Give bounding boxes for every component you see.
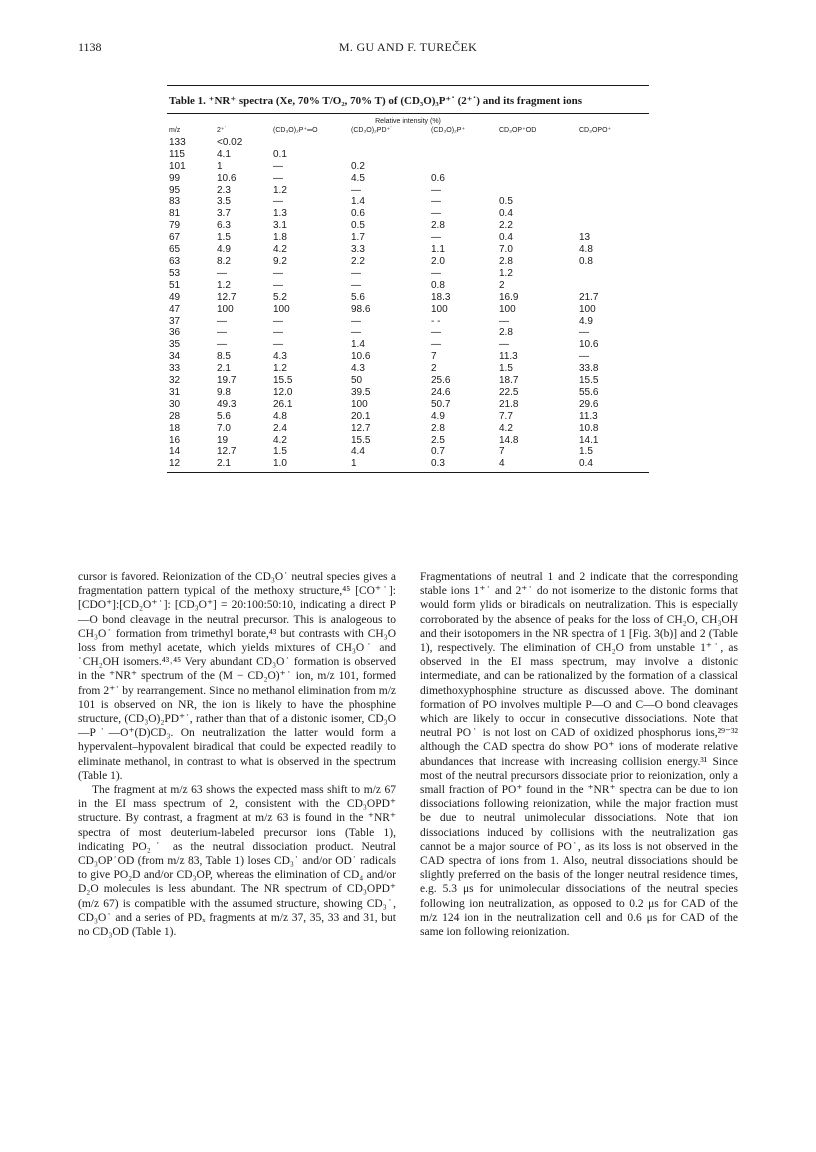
intensity-cell xyxy=(425,161,493,173)
intensity-cell: 4.2 xyxy=(273,244,287,256)
table-row xyxy=(167,423,649,435)
left-text-column xyxy=(78,570,396,939)
intensity-cell: 2.8 xyxy=(499,327,513,339)
table-row xyxy=(167,256,649,268)
column-header: CD₃OP⁺OD xyxy=(499,127,537,134)
table-caption: Table 1. ⁺NR⁺ spectra (Xe, 70% T/O₂, 70% T) of (CD₃O)₃P⁺˙ (2⁺˙) and its fragment ions xyxy=(169,95,583,107)
intensity-cell: 0.6 xyxy=(351,208,365,220)
mz-cell: 67 xyxy=(169,232,181,244)
intensity-cell: — xyxy=(273,315,283,327)
intensity-cell: 14.8 xyxy=(499,434,519,446)
table-row xyxy=(167,244,649,256)
intensity-cell: 5.6 xyxy=(351,291,365,303)
intensity-cell: — xyxy=(273,267,283,279)
paragraph: Fragmentations of neutral 1 and 2 indicate that the corresponding stable ions 1⁺˙ and 2⁺˙ do not isomerize to the distonic forms that would form ylids or biradicals on neutralization. This is especially corroborated by the absence of peaks for the loss of CH₂O, CH₃OH and their isotopomers in the NR spectra of 1 [Fig. 3(b)] and 2 (Table 1), respectively. The elimination of CH₂O from unstable 1⁺˙, as observed in the EI mass spectrum, may involve a distonic intermediate, and can be rationalized by the formation of a classical dimethoxyphosphine structure as discussed above. The dominant formation of PO involves multiple P—O and C—O bond cleavages which are likely to occur in consecutive dissociations. Note that neutral PO˙ is not lost on CAD of oxidized phosphorus ions,²⁹⁻³² although the CAD spectra do show PO⁺ ions of moderate relative abundances that increase with increasing collision energy.³¹ Since most of the neutral precursors dissociate prior to reionization, only a small fraction of PO⁺ found in the ⁺NR⁺ spectra can be due to ion dissociations following reionization, while the major fraction must be due to neutral unimolecular dissociations. Note that ion dissociations induced by collisions with the neutralization gas cannot be a major source of PO˙, as its loss is not observed in the CAD spectra of ions from 1. Also, neutral dissociations should be slightly preferred on the basis of the longer neutral residence times, e.g. 5.3 μs for unimolecular dissociations of the neutral species following ion neutralization, as opposed to 0.2 μs for CAD of the m/z 124 ion in the neutralization cell and 0.6 μs for CAD of the same ion following reionization. xyxy=(420,571,738,939)
intensity-cell: 49.3 xyxy=(217,398,237,410)
intensity-cell: 2.3 xyxy=(217,184,231,196)
mz-cell: 47 xyxy=(169,303,181,315)
table-row xyxy=(167,232,649,244)
intensity-cell xyxy=(267,137,345,149)
caption-rule xyxy=(167,113,649,114)
intensity-cell: 7 xyxy=(499,446,505,458)
intensity-cell: 4.9 xyxy=(217,244,231,256)
intensity-cell: 1.3 xyxy=(273,208,287,220)
intensity-cell xyxy=(493,185,573,197)
intensity-cell: — xyxy=(273,160,283,172)
intensity-cell xyxy=(573,196,649,208)
intensity-cell xyxy=(573,185,649,197)
intensity-cell: — xyxy=(217,327,227,339)
intensity-cell: — xyxy=(217,267,227,279)
intensity-cell: 7.0 xyxy=(499,244,513,256)
right-text-column xyxy=(420,570,738,939)
intensity-cell: 21.8 xyxy=(499,398,519,410)
intensity-cell: 12.7 xyxy=(217,291,237,303)
intensity-cell: 0.5 xyxy=(499,196,513,208)
intensity-cell: 4.8 xyxy=(273,410,287,422)
intensity-cell xyxy=(493,161,573,173)
intensity-cell xyxy=(573,173,649,185)
intensity-cell xyxy=(573,149,649,161)
intensity-cell: 1.7 xyxy=(351,232,365,244)
intensity-cell: — xyxy=(351,267,361,279)
intensity-cell: 1.0 xyxy=(273,458,287,470)
intensity-cell: 26.1 xyxy=(273,398,293,410)
intensity-cell: 10.6 xyxy=(579,339,599,351)
intensity-cell: 10.6 xyxy=(217,172,237,184)
intensity-cell: 100 xyxy=(431,303,448,315)
intensity-cell: - - xyxy=(431,315,441,327)
intensity-cell: 16.9 xyxy=(499,291,519,303)
intensity-cell: 18.7 xyxy=(499,375,519,387)
table-row xyxy=(167,268,649,280)
intensity-cell: — xyxy=(217,339,227,351)
intensity-cell: 1.5 xyxy=(499,363,513,375)
intensity-cell: 3.5 xyxy=(217,196,231,208)
intensity-cell: — xyxy=(579,327,589,339)
column-header-row xyxy=(167,125,649,137)
intensity-cell: 8.2 xyxy=(217,255,231,267)
table-row xyxy=(167,363,649,375)
mz-cell: 83 xyxy=(169,196,181,208)
intensity-cell: 4.2 xyxy=(499,422,513,434)
intensity-cell: 2 xyxy=(499,279,505,291)
intensity-cell: — xyxy=(273,327,283,339)
intensity-cell xyxy=(573,208,649,220)
table-row xyxy=(167,292,649,304)
intensity-cell: 39.5 xyxy=(351,386,371,398)
mz-cell: 53 xyxy=(169,267,181,279)
intensity-cell: 0.1 xyxy=(273,148,287,160)
intensity-cell: — xyxy=(273,172,283,184)
intensity-cell: 20.1 xyxy=(351,410,371,422)
intensity-cell: 5.2 xyxy=(273,291,287,303)
intensity-cell: 29.6 xyxy=(579,398,599,410)
intensity-cell: 4.9 xyxy=(579,315,593,327)
intensity-cell xyxy=(425,137,493,149)
intensity-cell: 15.5 xyxy=(351,434,371,446)
intensity-cell: — xyxy=(217,315,227,327)
intensity-cell: — xyxy=(273,196,283,208)
intensity-cell: 4.5 xyxy=(351,172,365,184)
intensity-cell: — xyxy=(431,184,441,196)
intensity-cell: 3.7 xyxy=(217,208,231,220)
table-row xyxy=(167,458,649,470)
intensity-cell: 6.3 xyxy=(217,220,231,232)
intensity-cell: 1.5 xyxy=(273,446,287,458)
table-row xyxy=(167,387,649,399)
mz-cell: 31 xyxy=(169,386,181,398)
intensity-cell xyxy=(573,280,649,292)
intensity-cell: 1.2 xyxy=(499,267,513,279)
intensity-cell: 2.8 xyxy=(431,422,445,434)
intensity-cell: <0.02 xyxy=(217,136,243,148)
mz-cell: 32 xyxy=(169,375,181,387)
intensity-cell: 10.8 xyxy=(579,422,599,434)
intensity-cell xyxy=(493,173,573,185)
intensity-cell: 7.7 xyxy=(499,410,513,422)
table-row xyxy=(167,173,649,185)
paragraph: cursor is favored. Reionization of the CD₃O˙ neutral species gives a fragmentation pattern typical of the methoxy structure,⁴⁵ [CO⁺˙]:[CDO⁺]:[CD₂O⁺˙]: [CD₃O⁺] = 20:100:50:10, indicating a direct P—O bond cleavage in the neutral precursor. This is analogeous to CH₃O˙ formation from trimethyl borate,⁴³ but contrasts with CH₃O loss from methyl acetate, which yields mixtures of CH₃O˙ and ˙CH₂OH isomers.⁴³˒⁴⁵ Very abundant CD₃O˙ formation is observed in the ⁺NR⁺ spectrum of the (M − CD₂O)⁺˙ ion, m/z 101, formed from 2⁺˙ by rearrangement. Since no methanol elimination from m/z 101 is observed on NR, the ion is likely to have the phosphine structure, (CD₃O)₂PD⁺˙, rather than that of a distonic isomer, CD₃O—P˙—O⁺(D)CD₃. On neutralization the latter would form a hypervalent–hypovalent biradical that could be expected readily to eliminate methanol, in contrast to what is observed in the spectrum (Table 1). xyxy=(78,571,396,782)
table-row xyxy=(167,446,649,458)
intensity-cell: 15.5 xyxy=(579,375,599,387)
intensity-cell: 4.2 xyxy=(273,434,287,446)
intensity-cell: 0.3 xyxy=(431,458,445,470)
mz-cell: 133 xyxy=(169,136,186,148)
intensity-cell: 22.5 xyxy=(499,386,519,398)
intensity-cell: 3.3 xyxy=(351,244,365,256)
intensity-cell: 1.5 xyxy=(217,232,231,244)
intensity-cell: 1.4 xyxy=(351,339,365,351)
intensity-cell: 1.5 xyxy=(579,446,593,458)
intensity-cell: 9.2 xyxy=(273,255,287,267)
intensity-cell: 4.3 xyxy=(351,363,365,375)
intensity-cell: 21.7 xyxy=(579,291,599,303)
intensity-cell: — xyxy=(579,351,589,363)
intensity-cell: 0.5 xyxy=(351,220,365,232)
table-row xyxy=(167,327,649,339)
table-row xyxy=(167,375,649,387)
intensity-cell: 1.4 xyxy=(351,196,365,208)
intensity-cell xyxy=(573,268,649,280)
intensity-cell: — xyxy=(273,279,283,291)
mz-cell: 115 xyxy=(169,148,185,160)
intensity-cell: 2.2 xyxy=(499,220,513,232)
intensity-cell: 4.3 xyxy=(273,351,287,363)
intensity-cell: — xyxy=(431,232,441,244)
intensity-cell: 0.8 xyxy=(579,255,593,267)
intensity-cell: 2.2 xyxy=(351,255,365,267)
intensity-cell xyxy=(493,149,573,161)
intensity-cell: — xyxy=(499,339,509,351)
intensity-cell: 12.7 xyxy=(217,446,237,458)
mz-cell: 81 xyxy=(169,208,181,220)
intensity-cell: — xyxy=(431,208,441,220)
intensity-cell: 10.6 xyxy=(351,351,371,363)
intensity-cell: 1 xyxy=(351,458,357,470)
intensity-cell: 1.1 xyxy=(431,244,445,256)
mz-cell: 14 xyxy=(169,446,181,458)
page-number: 1138 xyxy=(78,40,102,54)
intensity-cell: 18.3 xyxy=(431,291,451,303)
intensity-cell: 5.6 xyxy=(217,410,231,422)
intensity-cell: 100 xyxy=(273,303,290,315)
mz-cell: 51 xyxy=(169,279,181,291)
mz-cell: 33 xyxy=(169,363,181,375)
intensity-cell: 8.5 xyxy=(217,351,231,363)
table-bottom-rule xyxy=(167,472,649,473)
mz-cell: 95 xyxy=(169,184,181,196)
paragraph: The fragment at m/z 63 shows the expected mass shift to m/z 67 in the EI mass spectrum of 2, consistent with the CD₃OPD⁺ structure. By contrast, a fragment at m/z 63 is found in the ⁺NR⁺ spectra of most deuterium-labeled precursor ions (Table 1), indicating PO₂˙ as the neutral dissociation product. Neutral CD₃OP˙OD (from m/z 83, Table 1) loses CD₃˙ and/or OD˙ radicals to give PO₂D and/or CD₃OP, whereas the elimination of CD₄ and/or D₂O molecules is less abundant. The NR spectrum of CD₃OPD⁺ (m/z 67) is compatible with the assumed structure, showing CD₃˙, CD₃O˙ and a series of PDₓ fragments at m/z 37, 35, 33 and 31, but no CD₃OD (Table 1). xyxy=(78,784,396,939)
mz-cell: 101 xyxy=(169,160,186,172)
mz-cell: 99 xyxy=(169,172,181,184)
intensity-cell: 1 xyxy=(217,160,223,172)
mz-cell: 18 xyxy=(169,422,181,434)
table-row xyxy=(167,351,649,363)
intensity-cell: — xyxy=(351,184,361,196)
intensity-cell: 24.6 xyxy=(431,386,451,398)
intensity-cell: — xyxy=(351,327,361,339)
table-body xyxy=(167,137,649,470)
relative-intensity-label: Relative intensity (%) xyxy=(375,118,441,125)
mz-cell: 79 xyxy=(169,220,181,232)
intensity-cell: — xyxy=(431,196,441,208)
intensity-cell: 0.7 xyxy=(431,446,445,458)
table-row xyxy=(167,411,649,423)
running-title: M. GU AND F. TUREČEK xyxy=(338,40,478,54)
intensity-cell xyxy=(493,137,573,149)
table-row xyxy=(167,435,649,447)
intensity-cell: 25.6 xyxy=(431,375,451,387)
intensity-cell: 2.1 xyxy=(217,458,231,470)
column-header: (CD₃O)₂PD⁺˙ xyxy=(351,127,393,134)
mz-cell: 36 xyxy=(169,327,181,339)
mz-cell: 65 xyxy=(169,244,181,256)
table-row xyxy=(167,280,649,292)
intensity-cell: 14.1 xyxy=(579,434,599,446)
column-header: 2⁺˙ xyxy=(217,127,227,134)
intensity-cell xyxy=(573,220,649,232)
mz-cell: 35 xyxy=(169,339,181,351)
intensity-cell: 98.6 xyxy=(351,303,371,315)
intensity-cell: 15.5 xyxy=(273,375,293,387)
intensity-cell: 3.1 xyxy=(273,220,287,232)
intensity-cell: 4.8 xyxy=(579,244,593,256)
intensity-cell: 1.2 xyxy=(273,184,287,196)
intensity-cell: 100 xyxy=(579,303,596,315)
intensity-cell: 2.1 xyxy=(217,363,231,375)
table-row xyxy=(167,185,649,197)
table-row xyxy=(167,161,649,173)
table-row xyxy=(167,304,649,316)
mz-cell: 16 xyxy=(169,434,181,446)
spectra-table xyxy=(167,125,649,470)
intensity-cell xyxy=(425,149,493,161)
intensity-cell: 4 xyxy=(499,458,505,470)
table-row xyxy=(167,196,649,208)
table-row xyxy=(167,149,649,161)
intensity-cell: 11.3 xyxy=(499,351,518,363)
intensity-cell: 1.2 xyxy=(273,363,287,375)
intensity-cell: — xyxy=(431,267,441,279)
column-header: (CD₃O)₂P⁺═O xyxy=(273,127,318,134)
table-row xyxy=(167,137,649,149)
mz-cell: 34 xyxy=(169,351,181,363)
intensity-cell: — xyxy=(431,327,441,339)
intensity-cell: 2.0 xyxy=(431,255,445,267)
intensity-cell: — xyxy=(273,339,283,351)
intensity-cell: 9.8 xyxy=(217,386,231,398)
intensity-cell: 0.6 xyxy=(431,172,445,184)
mz-cell: 12 xyxy=(169,458,181,470)
intensity-cell: 12.7 xyxy=(351,422,371,434)
intensity-cell: 12.0 xyxy=(273,386,293,398)
intensity-cell: 0.8 xyxy=(431,279,445,291)
intensity-cell: 0.4 xyxy=(499,232,513,244)
mz-cell: 28 xyxy=(169,410,181,422)
intensity-cell: 7 xyxy=(431,351,437,363)
intensity-cell: — xyxy=(499,315,509,327)
intensity-cell: 1.2 xyxy=(217,279,231,291)
mz-cell: 63 xyxy=(169,255,181,267)
intensity-cell xyxy=(345,149,425,161)
intensity-cell: 19.7 xyxy=(217,375,237,387)
intensity-cell: 50.7 xyxy=(431,398,451,410)
intensity-cell: 7.0 xyxy=(217,422,231,434)
column-header: (CD₃O)₂P⁺ xyxy=(431,127,466,134)
column-header: m/z xyxy=(169,127,181,134)
mz-cell: 37 xyxy=(169,315,181,327)
mz-cell: 49 xyxy=(169,291,181,303)
intensity-cell: — xyxy=(351,279,361,291)
intensity-cell: 2 xyxy=(431,363,437,375)
intensity-cell: 50 xyxy=(351,375,363,387)
intensity-cell: 100 xyxy=(217,303,234,315)
table-row xyxy=(167,316,649,328)
intensity-cell xyxy=(345,137,425,149)
intensity-cell: 4.4 xyxy=(351,446,365,458)
intensity-cell xyxy=(573,137,649,149)
page-header xyxy=(78,40,738,60)
intensity-cell: 4.1 xyxy=(217,148,231,160)
column-header: CD₃OPO⁺ xyxy=(579,127,612,134)
intensity-cell: 55.6 xyxy=(579,386,599,398)
intensity-cell: — xyxy=(431,339,441,351)
intensity-cell: 2.8 xyxy=(499,255,513,267)
intensity-cell: 100 xyxy=(499,303,516,315)
intensity-cell: 13 xyxy=(579,232,591,244)
table-1 xyxy=(167,85,649,473)
table-row xyxy=(167,220,649,232)
intensity-cell: 0.2 xyxy=(351,160,365,172)
intensity-cell: 2.4 xyxy=(273,422,287,434)
intensity-cell: 4.9 xyxy=(431,410,445,422)
table-row xyxy=(167,399,649,411)
intensity-cell: 0.4 xyxy=(499,208,513,220)
intensity-cell: — xyxy=(351,315,361,327)
mz-cell: 30 xyxy=(169,398,181,410)
intensity-cell: 1.8 xyxy=(273,232,287,244)
intensity-cell: 33.8 xyxy=(579,363,599,375)
intensity-cell: 100 xyxy=(351,398,368,410)
intensity-cell: 19 xyxy=(217,434,229,446)
intensity-cell xyxy=(573,161,649,173)
intensity-cell: 2.8 xyxy=(431,220,445,232)
intensity-cell: 0.4 xyxy=(579,458,593,470)
table-row xyxy=(167,208,649,220)
intensity-cell: 2.5 xyxy=(431,434,445,446)
table-row xyxy=(167,339,649,351)
intensity-cell: 11.3 xyxy=(579,410,598,422)
